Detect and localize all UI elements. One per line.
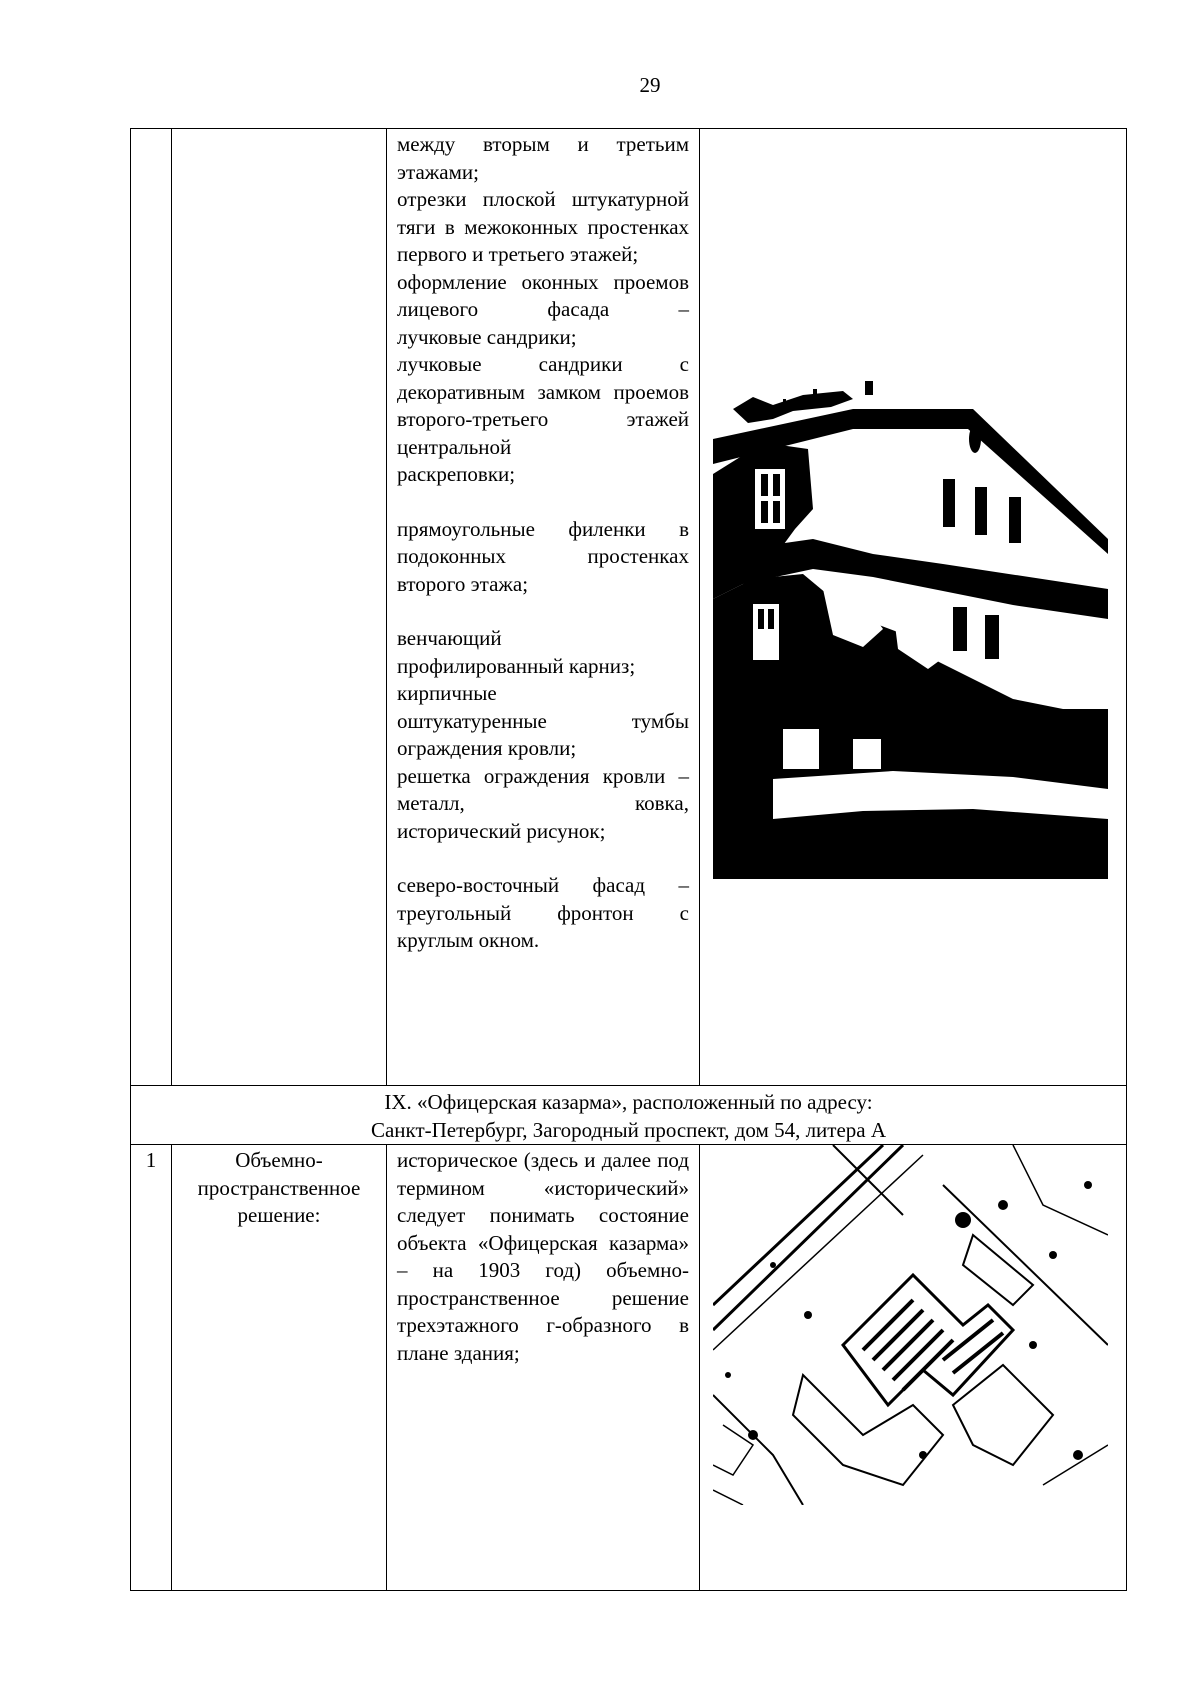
row-number: 1 <box>131 1145 172 1591</box>
map-cell <box>700 1145 1127 1591</box>
table-row-continued <box>131 129 1127 1086</box>
name-cell <box>172 129 387 1086</box>
number-cell <box>131 129 172 1086</box>
building-facade-photo <box>713 379 1108 879</box>
section-heading-line-2: Санкт-Петербург, Загородный проспект, дом 54, литера А <box>370 1117 887 1142</box>
description-cell <box>387 129 700 1086</box>
description-paragraph: оформление оконных проемов лицевого фасада – лучковые сандрики; <box>397 269 689 349</box>
row-name: Объемно-пространственное решение: <box>172 1145 387 1591</box>
description-paragraph: историческое (здесь и далее под термином «исторический» следует понимать состояние объекта «Офицерская казарма» – на 1903 год) объемно- пространственное решение трехэтажного г-образного в плане здания; <box>397 1148 690 1365</box>
description-cell <box>387 1145 700 1591</box>
description-paragraph: отрезки плоской штукатурной тяги в межоконных простенках первого и третьего этажей; <box>397 187 690 266</box>
description-paragraph: между вторым и третьим этажами; <box>397 132 689 184</box>
table-row-1 <box>131 1145 1127 1591</box>
description-paragraph: венчающий профилированный карниз; <box>397 626 636 678</box>
section-heading-row <box>131 1086 1127 1145</box>
section-heading-line-1: IX. «Офицерская казарма», расположенный по адресу: <box>384 1090 873 1114</box>
description-paragraph: лучковые сандрики с декоративным замком проемов второго-третьего этажей центральной раскреповки; <box>397 352 689 486</box>
site-plan-map <box>713 1145 1108 1505</box>
description-paragraph: северо-восточный фасад – треугольный фронтон с круглым окном. <box>397 873 689 952</box>
photo-cell <box>700 129 1127 1086</box>
section-heading <box>131 1086 1127 1145</box>
description-paragraph: кирпичные оштукатуренные тумбы ограждения кровли; <box>397 681 689 760</box>
specification-table <box>130 128 1127 1591</box>
description-paragraph: прямоугольные филенки в подоконных простенках второго этажа; <box>397 516 689 596</box>
description-paragraph: решетка ограждения кровли – металл, ковка, исторический рисунок; <box>397 763 689 843</box>
page-number: 29 <box>639 73 661 97</box>
